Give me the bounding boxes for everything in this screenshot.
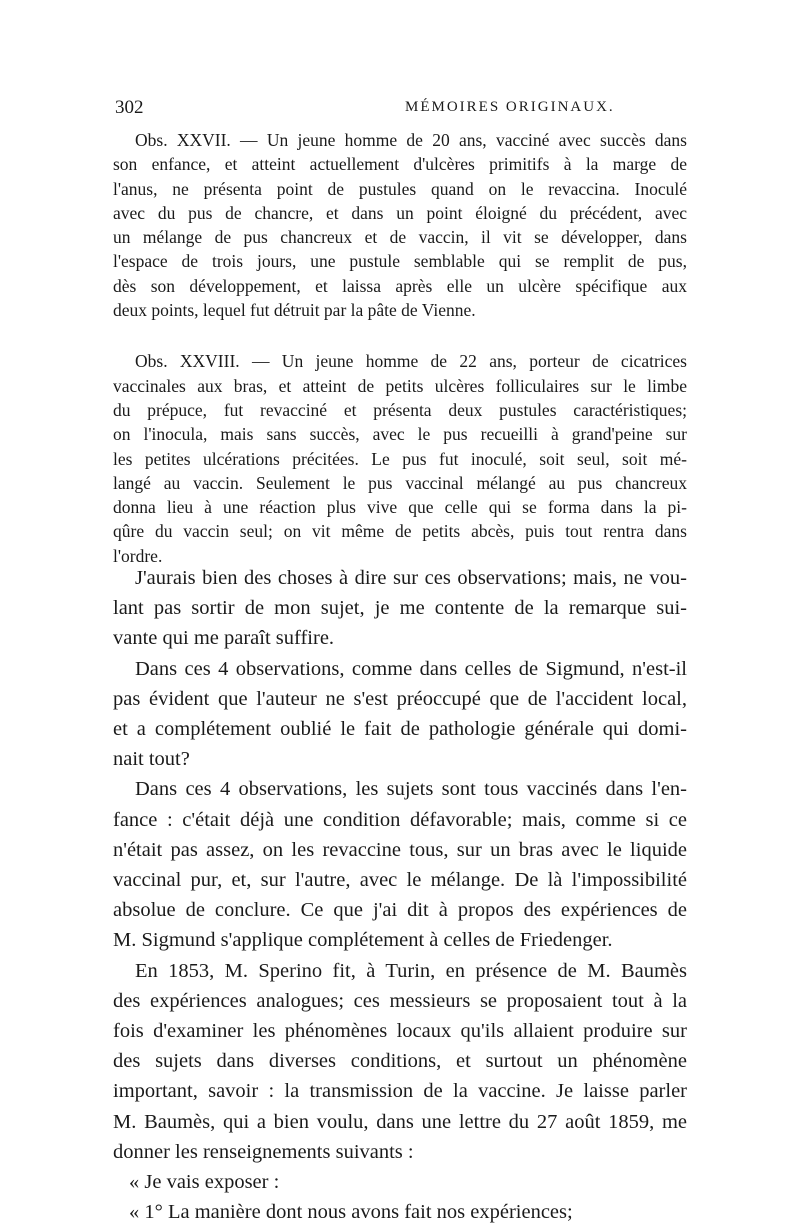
- text-line: du prépuce, fut revacciné et présenta deux pustules caractéristiques;: [113, 399, 687, 420]
- text-line: vante qui me paraît suffire.: [113, 627, 335, 650]
- page-header: [115, 97, 685, 123]
- text-line: lant pas sortir de mon sujet, je me contente de la remarque sui-: [113, 597, 687, 620]
- text-line: l'espace de trois jours, une pustule semblable qui se remplit de pus,: [113, 251, 687, 272]
- text-line: avec du pus de chancre, et dans un point éloigné du précédent, avec: [113, 202, 687, 223]
- text-line: fance : c'était déjà une condition défavorable; mais, comme si ce: [113, 808, 687, 831]
- text-line: Dans ces 4 observations, les sujets sont tous vaccinés dans l'en-: [135, 778, 687, 801]
- text-line: on l'inocula, mais sans succès, avec le pus recueilli à grand'peine sur: [113, 424, 687, 445]
- main-text-block: [113, 563, 687, 1227]
- text-line: l'ordre.: [113, 545, 163, 566]
- text-line: dès son développement, et laissa après elle un ulcère spécifique aux: [113, 275, 687, 296]
- text-line: Obs. XXVII. — Un jeune homme de 20 ans, vacciné avec succès dans: [135, 130, 687, 150]
- text-line: un mélange de pus chancreux et de vaccin, il vit se développer, dans: [113, 227, 687, 248]
- text-line: donner les renseignements suivants :: [113, 1140, 414, 1163]
- text-line: pas évident que l'auteur ne s'est préoccupé que de l'accident local,: [113, 687, 687, 710]
- text-line: important, savoir : la transmission de la vaccine. Je laisse parler: [113, 1080, 687, 1103]
- text-line: et a complétement oublié le fait de pathologie générale qui domi-: [113, 718, 687, 741]
- text-line: vaccinal pur, et, sur l'autre, avec le mélange. De là l'impossibilité: [113, 869, 687, 892]
- text-line: fois d'examiner les phénomènes locaux qu'ils allaient produire sur: [113, 1020, 687, 1043]
- text-line: n'était pas assez, on les revaccine tous, sur un bras avec le liquide: [113, 838, 687, 861]
- text-line: langé au vaccin. Seulement le pus vaccinal mélangé au pus chancreux: [113, 472, 687, 493]
- text-line: des expériences analogues; ces messieurs se proposaient tout à la: [113, 989, 687, 1012]
- text-line: les petites ulcérations précitées. Le pus fut inoculé, soit seul, soit mé-: [113, 448, 687, 469]
- text-line: nait tout?: [113, 748, 190, 771]
- text-line: donna lieu à une réaction plus vive que celle qui se forma dans la pi-: [113, 497, 687, 518]
- text-line: absolue de conclure. Ce que j'ai dit à propos des expériences de: [113, 899, 687, 922]
- text-line: En 1853, M. Sperino fit, à Turin, en présence de M. Baumès: [135, 959, 687, 982]
- text-line: Dans ces 4 observations, comme dans celles de Sigmund, n'est-il: [135, 657, 687, 680]
- text-line: des sujets dans diverses conditions, et surtout un phénomène: [113, 1050, 687, 1073]
- observation-27: [113, 128, 687, 322]
- text-line: deux points, lequel fut détruit par la pâte de Vienne.: [113, 300, 476, 321]
- page-number: 302: [115, 97, 144, 118]
- text-line: « Je vais exposer :: [129, 1171, 280, 1194]
- text-line: M. Baumès, qui a bien voulu, dans une lettre du 27 août 1859, me: [113, 1110, 687, 1133]
- text-line: l'anus, ne présenta point de pustules quand on le revaccina. Inoculé: [113, 178, 687, 199]
- text-line: qûre du vaccin seul; on vit même de petits abcès, puis tout rentra dans: [113, 521, 687, 542]
- text-line: « 1° La manière dont nous avons fait nos expériences;: [129, 1201, 573, 1224]
- observations-block: [113, 128, 687, 568]
- text-line: Obs. XXVIII. — Un jeune homme de 22 ans, porteur de cicatrices: [135, 351, 687, 372]
- text-line: vaccinales aux bras, et atteint de petits ulcères folliculaires sur le limbe: [113, 375, 687, 396]
- text-line: M. Sigmund s'applique complétement à celles de Friedenger.: [113, 929, 613, 952]
- observation-28: [113, 349, 687, 568]
- text-line: son enfance, et atteint actuellement d'ulcères primitifs à la marge de: [113, 154, 687, 175]
- text-line: J'aurais bien des choses à dire sur ces observations; mais, ne vou-: [135, 567, 687, 589]
- running-head: MÉMOIRES ORIGINAUX.: [405, 99, 615, 115]
